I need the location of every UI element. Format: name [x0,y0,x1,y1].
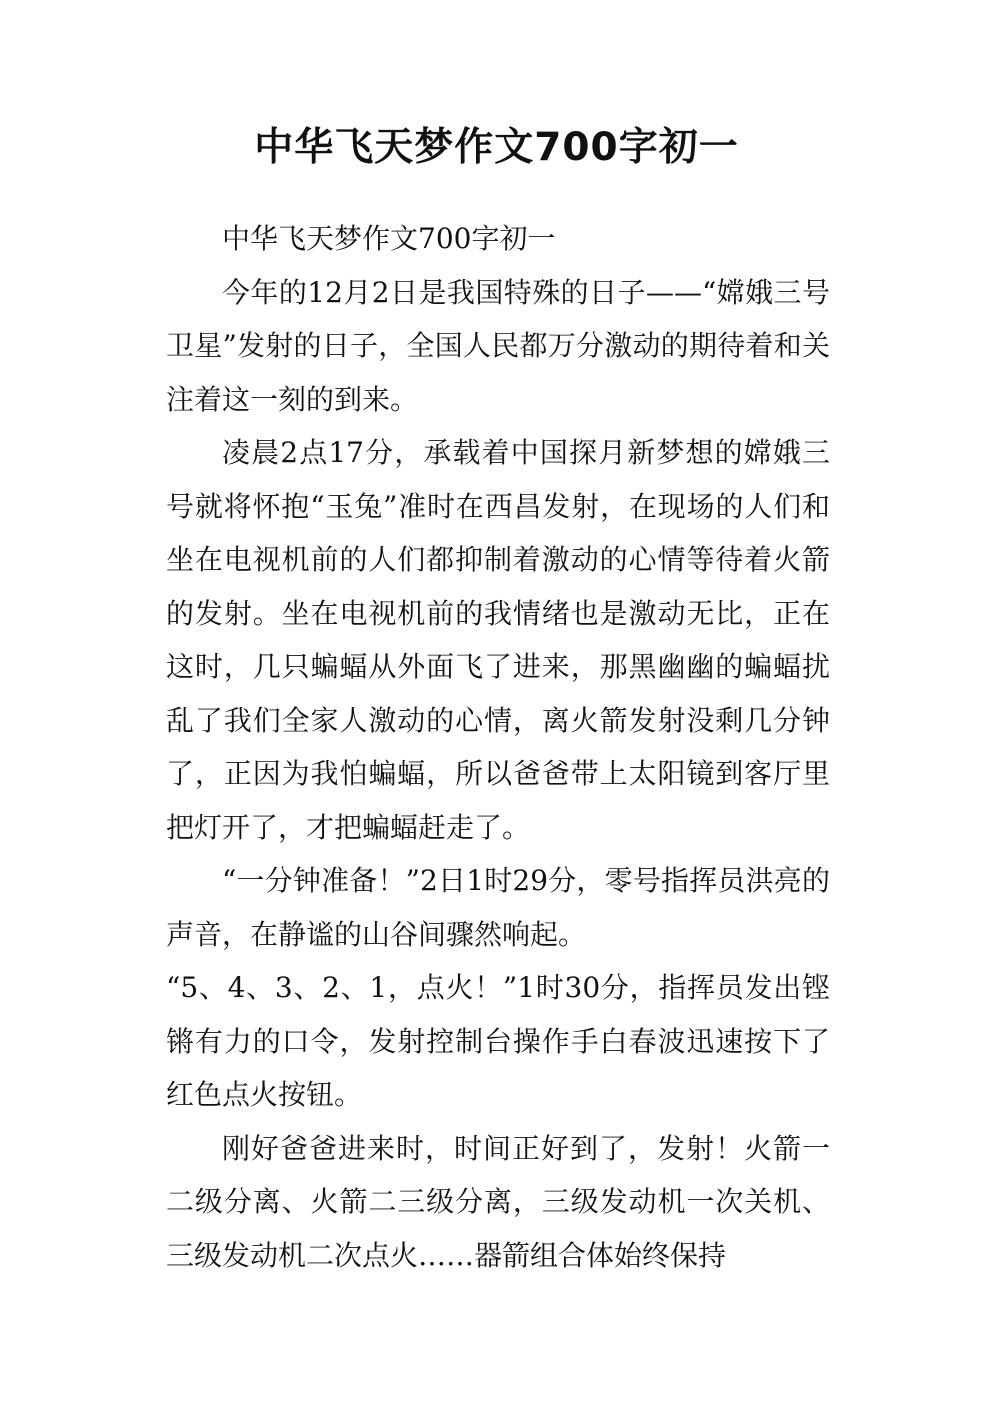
paragraph-intro: 今年的12月2日是我国特殊的日子——“嫦娥三号卫星”发射的日子，全国人民都万分激动的期待着和关注着这一刻的到来。 [166,275,830,416]
paragraph-subtitle: 中华飞天梦作文700字初一 [222,222,556,255]
document-title: 中华飞天梦作文700字初一 [254,125,739,170]
document-body [166,212,830,1282]
paragraph-countdown: “5、4、3、2、1，点火！”1时30分，指挥员发出铿锵有力的口令，发射控制台操作手白春波迅速按下了红色点火按钮。 [166,971,830,1111]
paragraph-one-minute: “一分钟准备！”2日1时29分，零号指挥员洪亮的声音，在静谧的山谷间骤然响起。 [166,864,830,951]
paragraph-launch-wait: 凌晨2点17分，承载着中国探月新梦想的嫦娥三号就将怀抱“玉兔”准时在西昌发射，在现场的人们和坐在电视机前的人们都抑制着激动的心情等待着火箭的发射。坐在电视机前的我情绪也是激动无比，正在这时，几只蝙蝠从外面飞了进来，那黑幽幽的蝙蝠扰乱了我们全家人激动的心情，离火箭发射没剩几分钟了，正因为我怕蝙蝠，所以爸爸带上太阳镜到客厅里把灯开了，才把蝙蝠赶走了。 [166,436,830,844]
paragraph-launch: 刚好爸爸进来时，时间正好到了，发射！火箭一二级分离、火箭二三级分离，三级发动机一次关机、三级发动机二次点火……器箭组合体始终保持 [166,1131,830,1272]
